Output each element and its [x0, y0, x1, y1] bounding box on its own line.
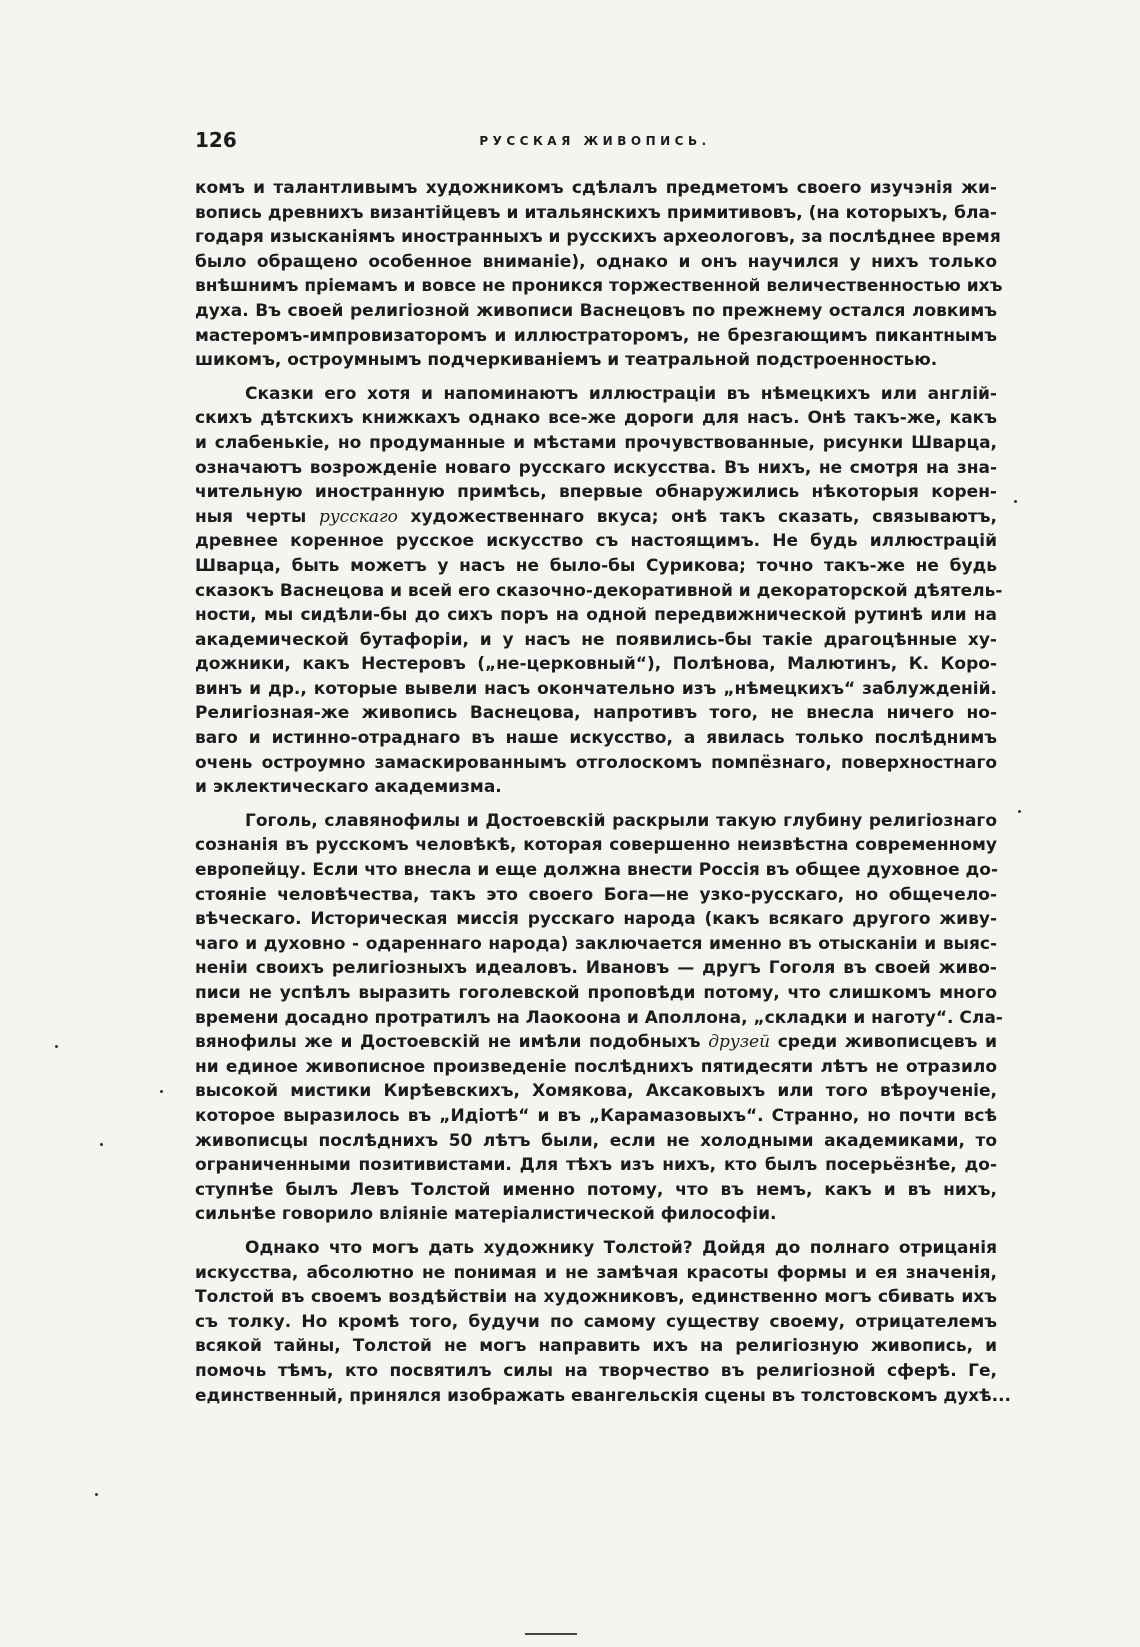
text-line: времени досадно протратилъ на Лаокоона и Аполлона, „складки и наготу“. Сла-: [195, 1007, 1003, 1028]
text-line: годаря изысканіямъ иностранныхъ и русскихъ археологовъ, за послѣднее время: [195, 227, 1001, 248]
text-line: вѣческаго. Историческая миссія русскаго народа (какъ всякаго другого живу-: [195, 909, 997, 930]
text-line-with-italic: [195, 1030, 997, 1055]
text-line: высокой мистики Кирѣевскихъ, Хомякова, Аксаковыхъ или того вѣроученіе,: [195, 1081, 997, 1102]
text-line: Сказки его хотя и напоминаютъ иллюстраціи въ нѣмецкихъ или англій-: [245, 383, 997, 404]
text-line: означаютъ возрожденіе новаго русскаго искусства. Въ нихъ, не смотря на зна-: [195, 457, 997, 478]
text-line: Шварца, быть можетъ у насъ не было-бы Сурикова; точно такъ-же не будь: [195, 555, 997, 576]
text-line: Гоголь, славянофилы и Достоевскій раскрыли такую глубину религіознаго: [245, 810, 997, 831]
text-line: живописцы послѣднихъ 50 лѣтъ были, если не холодными академиками, то: [195, 1130, 997, 1151]
text-line: ступнѣе былъ Левъ Толстой именно потому, что въ немъ, какъ и въ нихъ,: [195, 1179, 997, 1200]
text-line: сильнѣе говорило вліяніе матеріалистической философіи.: [195, 1204, 777, 1225]
text-line: мастеромъ-импровизаторомъ и иллюстраторомъ, не брезгающимъ пикантнымъ: [195, 325, 997, 346]
scan-speck: [160, 1090, 163, 1093]
text-line: неніи своихъ религіозныхъ идеаловъ. Ивановъ — другъ Гоголя въ своей живо-: [195, 958, 997, 979]
text-line: Однако что могъ дать художнику Толстой? Дойдя до полнаго отрицанія: [245, 1237, 997, 1258]
text-line: и эклектическаго академизма.: [195, 777, 502, 798]
text-line: и слабенькіе, но продуманные и мѣстами прочувствованные, рисунки Шварца,: [195, 432, 997, 453]
scan-speck: [1018, 810, 1021, 813]
text-line: всякой тайны, Толстой не могъ направить ихъ на религіозную живопись, и: [195, 1336, 997, 1357]
text-line: единственный, принялся изображать евангельскія сцены въ толстовскомъ духѣ...: [195, 1385, 1012, 1406]
text-line: съ толку. Но кромѣ того, будучи по самому существу своему, отрицателемъ: [195, 1311, 997, 1332]
text-line: сказокъ Васнецова и всей его сказочно-декоративной и декораторской дѣятель-: [195, 580, 1003, 601]
page-header: [195, 128, 995, 158]
text-line: которое выразилось въ „Идіотѣ“ и въ „Карамазовыхъ“. Странно, но почти всѣ: [195, 1105, 997, 1126]
body-text: [195, 176, 1012, 1408]
text-line: ности, мы сидѣли-бы до сихъ поръ на одной передвижнической рутинѣ или на: [195, 605, 997, 626]
text-line: ни единое живописное произведеніе послѣднихъ пятидесяти лѣтъ не отразило: [195, 1056, 997, 1077]
scan-speck: [100, 1143, 103, 1146]
text-line: древнее коренное русское искусство съ настоящимъ. Не будь иллюстрацій: [195, 531, 997, 552]
paragraph-4: [195, 1236, 1012, 1408]
italic-word: русскаго: [318, 506, 398, 527]
text-line: помочь тѣмъ, кто посвятилъ силы на творчество въ религіозной сферѣ. Ге,: [195, 1360, 997, 1381]
text-line: академической бутафоріи, и у насъ не появились-бы такіе драгоцѣнные ху-: [195, 629, 997, 650]
text-line: дожники, какъ Нестеровъ („не-церковный“), Полѣнова, Малютинъ, К. Коро-: [195, 654, 997, 675]
text-fragment: среди живописцевъ и: [770, 1032, 998, 1053]
text-line: скихъ дѣтскихъ книжкахъ однако все-же дороги для насъ. Онѣ такъ-же, какъ: [195, 408, 997, 429]
text-line: Толстой въ своемъ воздѣйствіи на художниковъ, единственно могъ сбивать ихъ: [195, 1287, 997, 1308]
text-line: духа. Въ своей религіозной живописи Васнецовъ по прежнему остался ловкимъ: [195, 300, 997, 321]
running-head: РУССКАЯ ЖИВОПИСЬ.: [479, 134, 711, 148]
text-line: чаго и духовно - одареннаго народа) заключается именно въ отысканіи и выяс-: [195, 933, 997, 954]
text-line: вопись древнихъ византійцевъ и итальянскихъ примитивовъ, (на которыхъ, бла-: [195, 202, 997, 223]
text-fragment: вянофилы же и Достоевскій не имѣли подобныхъ: [195, 1032, 709, 1053]
text-line: ваго и истинно-отраднаго въ наше искусство, а явилась только послѣднимъ: [195, 728, 997, 749]
paragraph-3: [195, 809, 1003, 1227]
scan-speck: [55, 1045, 58, 1048]
scan-speck: [95, 1493, 98, 1496]
text-line: европейцу. Если что внесла и еще должна внести Россія въ общее духовное до-: [195, 860, 999, 881]
text-line: внѣшнимъ пріемамъ и вовсе не проникся торжественной величественностью ихъ: [195, 276, 1003, 297]
text-line: очень остроумно замаскированнымъ отголоскомъ помпёзнаго, поверхностнаго: [195, 752, 997, 773]
italic-word: друзей: [708, 1032, 771, 1053]
text-line: ограниченными позитивистами. Для тѣхъ изъ нихъ, кто былъ посерьёзнѣе, до-: [195, 1155, 997, 1176]
text-line: комъ и талантливымъ художникомъ сдѣлалъ предметомъ своего изучэнія жи-: [195, 178, 997, 198]
text-line: Религіозная-же живопись Васнецова, напротивъ того, не внесла ничего но-: [195, 703, 997, 724]
text-line: писи не успѣлъ выразить гоголевской проповѣди потому, что слишкомъ много: [195, 983, 997, 1003]
paragraph-2: [195, 382, 1003, 800]
paragraph-1: [195, 176, 1003, 373]
text-line: чительную иностранную примѣсь, впервые обнаружились нѣкоторыя корен-: [195, 482, 997, 503]
scan-speck: [1014, 500, 1017, 503]
text-line: искусства, абсолютно не понимая и не замѣчая красоты формы и ея значенія,: [195, 1262, 997, 1283]
text-fragment: ныя черты: [195, 506, 319, 527]
page-number: 126: [195, 128, 237, 152]
text-line: шикомъ, остроумнымъ подчеркиваніемъ и театральной подстроенностью.: [195, 350, 938, 371]
text-line: было обращено особенное вниманіе), однако и онъ научился у нихъ только: [195, 251, 997, 272]
text-line-with-italic: [195, 505, 997, 530]
text-fragment: художественнаго вкуса; онѣ такъ сказать, связываютъ,: [397, 506, 998, 527]
text-line: стояніе человѣчества, такъ это своего Бога—не узко-русскаго, но общечело-: [195, 884, 997, 905]
text-line: винъ и др., которые вывели насъ окончательно изъ „нѣмецкихъ“ заблужденій.: [195, 678, 997, 699]
text-line: сознанія въ русскомъ человѣкѣ, которая совершенно неизвѣстна современному: [195, 835, 997, 856]
footer-rule: [525, 1633, 577, 1635]
